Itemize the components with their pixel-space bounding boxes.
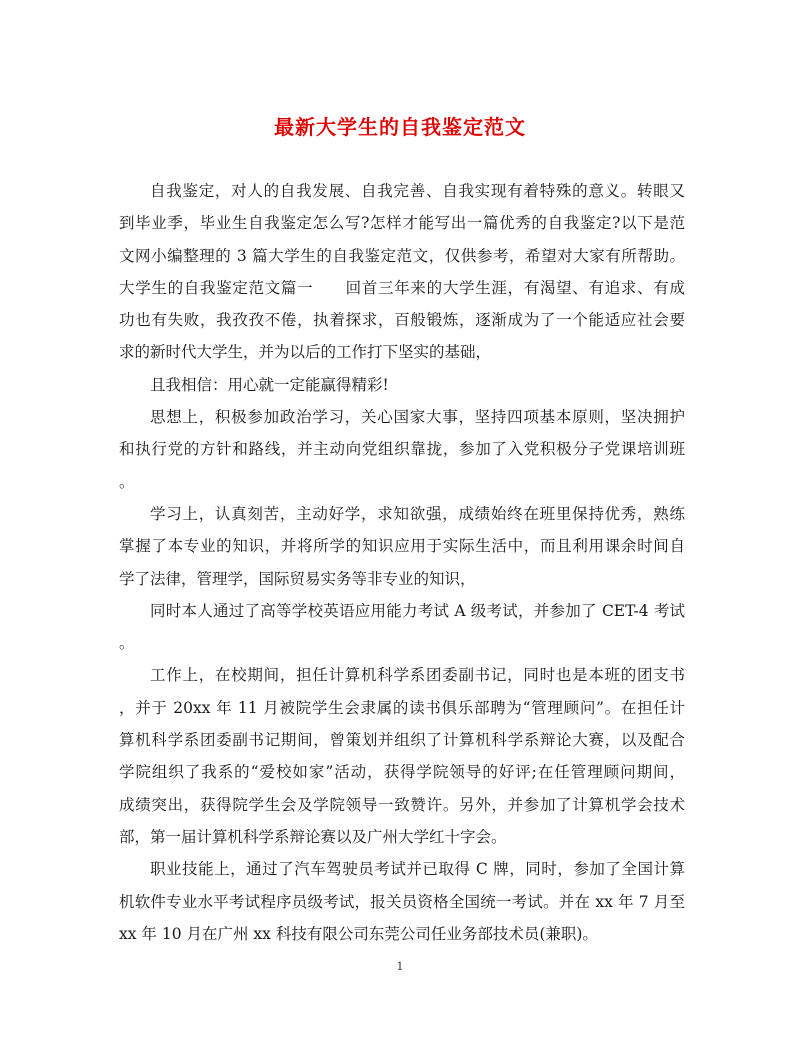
body-line: 思想上，积极参加政治学习，关心国家大事，坚持四项基本原则，坚决拥护: [150, 408, 685, 427]
document-title: 最新大学生的自我鉴定范文: [274, 115, 526, 139]
body-line: 部，第一届计算机科学系辩论赛以及广州大学红十字会。: [119, 827, 507, 846]
body-line: 职业技能上，通过了汽车驾驶员考试并已取得 C 牌，同时，参加了全国计算: [150, 860, 685, 879]
body-line: 掌握了本专业的知识，并将所学的知识应用于实际生活中，而且利用课余时间自: [119, 537, 685, 556]
document-body: [119, 175, 685, 950]
body-line: 求的新时代大学生，并为以后的工作打下坚实的基础，: [119, 343, 492, 362]
body-line: 。: [119, 472, 135, 491]
body-line: 工作上，在校期间，担任计算机科学系团委副书记，同时也是本班的团支书: [150, 666, 685, 685]
body-line: 。: [119, 634, 135, 653]
page-number: 1: [396, 960, 404, 973]
body-line: 学院组织了我系的“爱校如家”活动，获得学院领导的好评;在任管理顾问期间，: [119, 763, 685, 782]
body-line: 算机科学系团委副书记期间，曾策划并组织了计算机科学系辩论大赛，以及配合: [119, 731, 685, 750]
body-line: 机软件专业水平考试程序员级考试，报关员资格全国统一考试。并在 xx 年 7 月至: [119, 892, 685, 911]
body-line: 文网小编整理的 3 篇大学生的自我鉴定范文，仅供参考，希望对大家有所帮助。: [119, 246, 685, 265]
body-line: 自我鉴定，对人的自我发展、自我完善、自我实现有着特殊的意义。转眼又: [150, 182, 685, 200]
body-line: xx 年 10 月在广州 xx 科技有限公司东莞公司任业务部技术员(兼职)。: [119, 924, 598, 943]
body-line: ，并于 20xx 年 11 月被院学生会隶属的读书俱乐部聘为“管理顾问”。在担任计: [119, 698, 685, 717]
body-line: 同时本人通过了高等学校英语应用能力考试 A 级考试，并参加了 CET-4 考试: [150, 601, 685, 620]
body-line: 成绩突出，获得院学生会及学院领导一致赞许。另外，并参加了计算机学会技术: [119, 795, 685, 814]
body-line: 学了法律，管理学，国际贸易实务等非专业的知识，: [119, 569, 476, 588]
body-line: 且我相信：用心就一定能赢得精彩!: [150, 375, 389, 394]
body-line: 学习上，认真刻苦，主动好学，求知欲强，成绩始终在班里保持优秀，熟练: [150, 504, 685, 523]
body-line: 到毕业季，毕业生自我鉴定怎么写?怎样才能写出一篇优秀的自我鉴定?以下是范: [119, 214, 685, 233]
body-line: 功也有失败，我孜孜不倦，执着探求，百般锻炼，逐渐成为了一个能适应社会要: [119, 311, 685, 330]
body-line: 大学生的自我鉴定范文篇一 回首三年来的大学生涯，有渴望、有追求、有成: [119, 278, 685, 297]
body-line: 和执行党的方针和路线，并主动向党组织靠拢，参加了入党积极分子党课培训班: [119, 440, 685, 459]
